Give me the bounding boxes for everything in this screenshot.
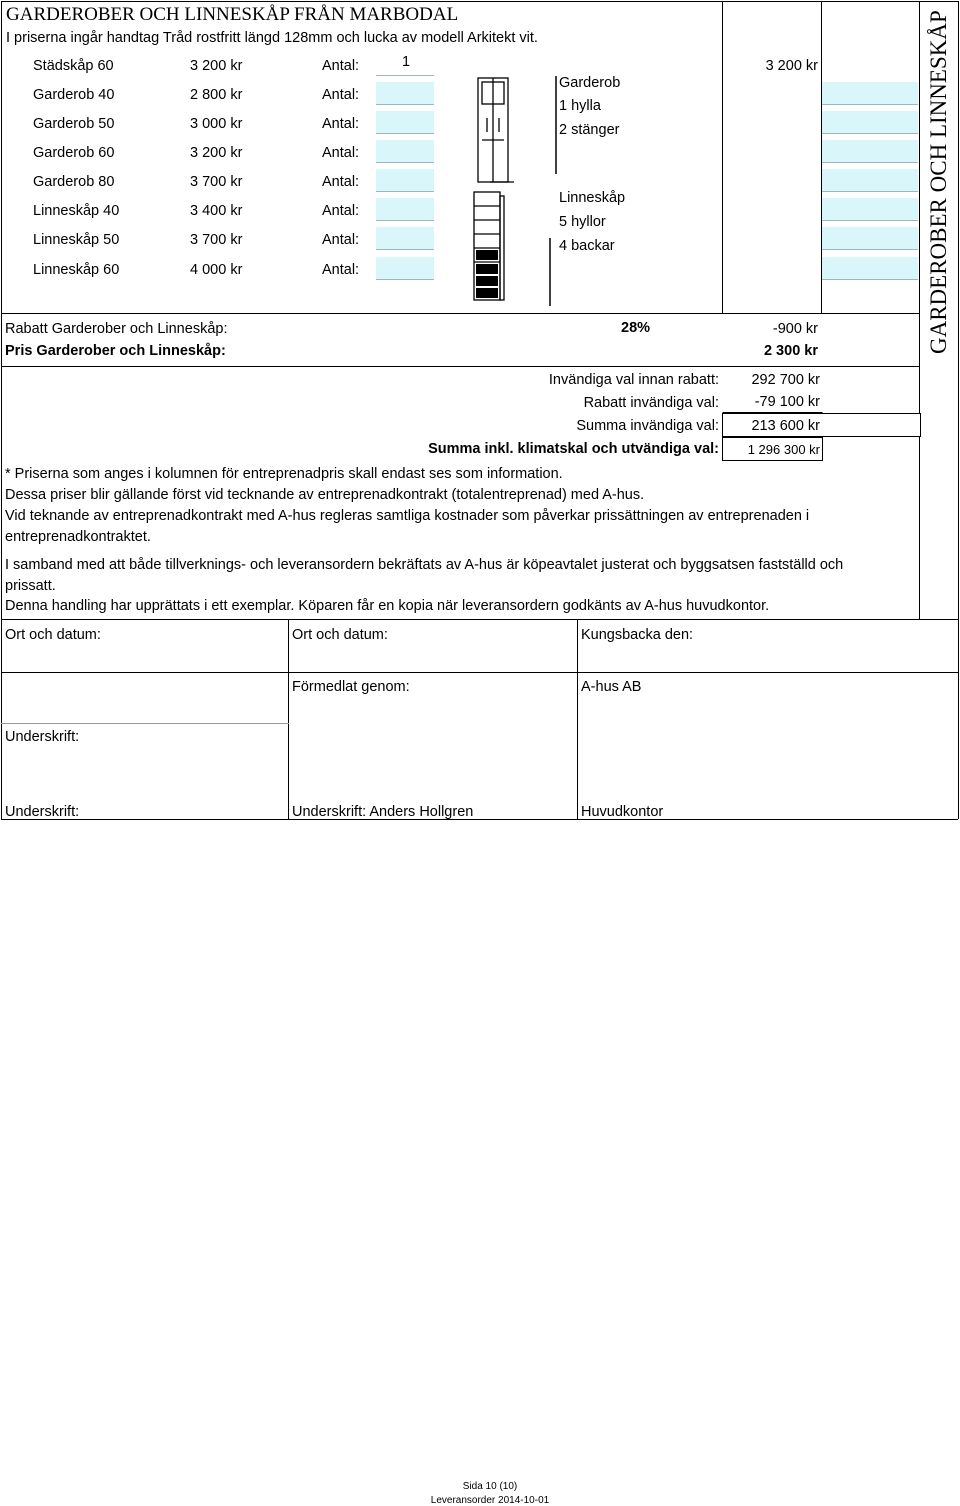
frame-right <box>958 1 959 819</box>
total-cell <box>822 198 918 221</box>
page-title: GARDEROBER OCH LINNESKÅP FRÅN MARBODAL <box>6 4 459 25</box>
sig-divider-2 <box>577 620 578 820</box>
divider-price-col <box>722 1 723 313</box>
summa-inkl-label: Summa inkl. klimatskal och utvändiga val: <box>428 441 719 457</box>
product-price: 3 400 kr <box>190 203 243 219</box>
summa-invandiga-value: 213 600 kr <box>751 418 820 434</box>
linne-title: Linneskåp <box>559 190 626 206</box>
total-cell <box>822 140 918 163</box>
garderob-rods: 2 stänger <box>559 122 620 138</box>
qty-input[interactable] <box>376 169 434 192</box>
side-title: GARDEROBER OCH LINNESKÅP <box>926 10 951 354</box>
product-name: Garderob 40 <box>33 87 115 103</box>
qty-input[interactable] <box>376 53 434 76</box>
qty-label: Antal: <box>322 116 360 132</box>
label-brackets <box>550 76 556 306</box>
qty-input[interactable] <box>376 198 434 221</box>
document-name: Leveransorder 2014-10-01 <box>430 1495 550 1506</box>
rabatt-invandiga-label: Rabatt invändiga val: <box>583 395 719 411</box>
qty-input[interactable] <box>376 227 434 250</box>
summa-invandiga-label: Summa invändiga val: <box>576 418 719 434</box>
total-cell <box>822 82 918 105</box>
qty-input[interactable] <box>376 257 434 280</box>
page-number: Sida 10 (10) <box>462 1481 518 1492</box>
qty-label: Antal: <box>322 145 360 161</box>
qty-label: Antal: <box>322 262 360 278</box>
note-purchase-cont: prissatt. <box>5 578 56 594</box>
qty-label: Antal: <box>322 87 360 103</box>
qty-label: Antal: <box>322 232 360 248</box>
qty-input[interactable] <box>376 111 434 134</box>
note-contract-cont: entreprenadkontraktet. <box>5 529 151 545</box>
pris-label: Pris Garderober och Linneskåp: <box>5 343 226 359</box>
product-name: Linneskåp 50 <box>33 232 120 248</box>
divider-products-bottom <box>1 313 919 314</box>
sig-divider-1 <box>288 620 289 820</box>
rabatt-invandiga-value: -79 100 kr <box>754 394 820 410</box>
ort-datum-buyer-1: Ort och datum: <box>5 627 101 643</box>
product-name: Garderob 50 <box>33 116 115 132</box>
kungsbacka-den: Kungsbacka den: <box>581 627 694 643</box>
product-name: Garderob 80 <box>33 174 115 190</box>
qty-input[interactable] <box>376 82 434 105</box>
invandiga-value: 292 700 kr <box>751 372 820 388</box>
total-cell <box>822 257 918 280</box>
wardrobe-drawing <box>478 78 514 182</box>
note-contract: Vid teknande av entreprenadkontrakt med A-hus regleras samtliga kostnader som påverkar prissättningen av entreprenaden i <box>5 508 810 524</box>
linne-shelves: 5 hyllor <box>559 214 606 230</box>
summa-inkl-box <box>722 437 823 461</box>
note-copy: Denna handling har upprättats i ett exemplar. Köparen får en kopia när leveransordern godkänts av A-hus huvudkontor. <box>5 598 770 614</box>
product-name: Linneskåp 40 <box>33 203 120 219</box>
product-name: Städskåp 60 <box>33 58 114 74</box>
garderob-shelves: 1 hylla <box>559 98 601 114</box>
rabatt-label: Rabatt Garderober och Linneskåp: <box>5 321 228 337</box>
qty-input[interactable] <box>376 140 434 163</box>
cabinet-illustration <box>460 70 560 310</box>
product-total: 3 200 kr <box>765 58 818 74</box>
underskrift-buyer-1: Underskrift: <box>5 729 80 745</box>
product-price: 4 000 kr <box>190 262 243 278</box>
formedlat-genom: Förmedlat genom: <box>292 679 410 695</box>
divider-notes-bottom <box>1 619 958 620</box>
total-cell <box>822 169 918 192</box>
linen-baskets <box>476 250 498 298</box>
product-price: 3 700 kr <box>190 232 243 248</box>
pris-value: 2 300 kr <box>763 343 818 359</box>
qty-value: 1 <box>402 54 411 70</box>
product-price: 3 200 kr <box>190 58 243 74</box>
frame-top <box>1 1 958 2</box>
divider-main-right <box>919 1 920 619</box>
total-cell <box>822 227 918 250</box>
qty-label: Antal: <box>322 58 360 74</box>
qty-label: Antal: <box>322 174 360 190</box>
underskrift-buyer-2: Underskrift: <box>5 804 80 820</box>
product-price: 3 700 kr <box>190 174 243 190</box>
product-price: 2 800 kr <box>190 87 243 103</box>
sig-row-line-1 <box>1 672 958 673</box>
divider-summary-bottom <box>1 366 919 367</box>
note-info: * Priserna som anges i kolumnen för entreprenadpris skall endast ses som information. <box>5 466 563 482</box>
product-price: 3 000 kr <box>190 116 243 132</box>
qty-label: Antal: <box>322 203 360 219</box>
rabatt-percent: 28% <box>621 320 651 336</box>
summa-inkl-value: 1 296 300 kr <box>747 442 820 457</box>
product-name: Linneskåp 60 <box>33 262 120 278</box>
rabatt-value: -900 kr <box>772 321 818 337</box>
sig-row-line-2 <box>1 723 289 724</box>
note-valid: Dessa priser blir gällande först vid tecknande av entreprenadkontrakt (totalentreprenad) med A-hus. <box>5 487 645 503</box>
rabatt-invandiga-box <box>722 391 823 413</box>
product-name: Garderob 60 <box>33 145 115 161</box>
frame-left <box>1 1 2 819</box>
underskrift-broker: Underskrift: Anders Hollgren <box>292 804 474 820</box>
company-name: A-hus AB <box>581 679 642 695</box>
total-cell <box>822 111 918 134</box>
huvudkontor: Huvudkontor <box>581 804 664 820</box>
sig-row-line-3 <box>1 819 958 820</box>
linne-baskets: 4 backar <box>559 238 615 254</box>
invandiga-value-box <box>722 368 823 392</box>
invandiga-label: Invändiga val innan rabatt: <box>548 372 719 388</box>
summa-invandiga-box <box>722 413 921 437</box>
total-cell <box>822 53 918 75</box>
garderob-title: Garderob <box>559 75 621 91</box>
note-purchase: I samband med att både tillverknings- och leveransordern bekräftats av A-hus är köpeavtalet justerat och byggsatsen fastställd och <box>5 557 844 573</box>
page-subtitle: I priserna ingår handtag Tråd rostfritt längd 128mm och lucka av modell Arkitekt vit. <box>6 30 538 46</box>
product-price: 3 200 kr <box>190 145 243 161</box>
ort-datum-broker: Ort och datum: <box>292 627 388 643</box>
